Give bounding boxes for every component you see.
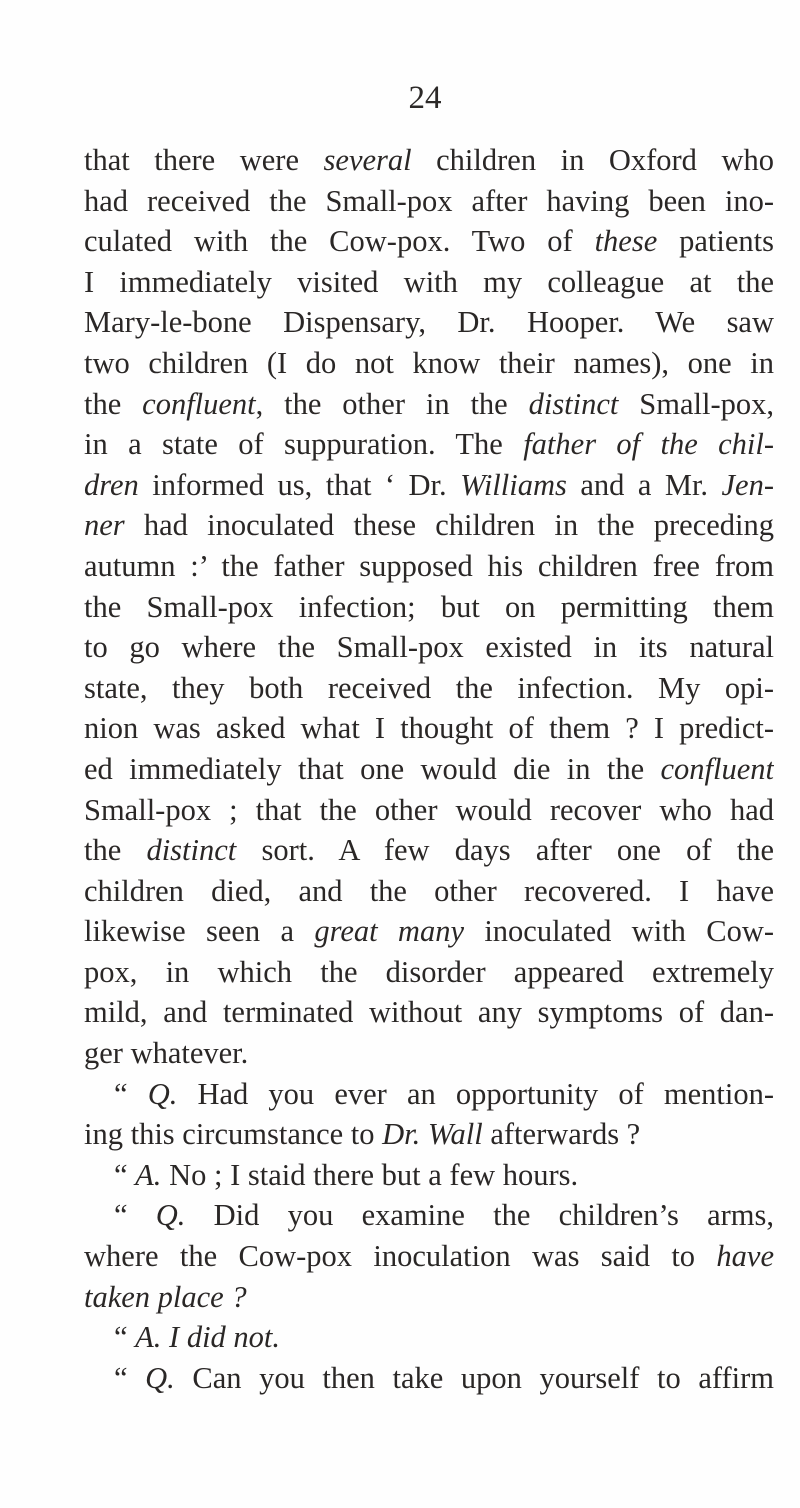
italic-text: have bbox=[716, 1239, 774, 1274]
italic-text: Q. bbox=[155, 1198, 186, 1233]
text-line bbox=[84, 992, 774, 1033]
italic-text: father of the chil- bbox=[523, 427, 774, 462]
italic-text: A. bbox=[135, 1157, 162, 1192]
text-run: “ bbox=[114, 1198, 156, 1233]
text-line bbox=[84, 343, 774, 384]
text-line bbox=[84, 1074, 774, 1115]
text-run: ger whatever. bbox=[84, 1036, 249, 1071]
text-run: the bbox=[84, 386, 143, 421]
text-line bbox=[84, 465, 774, 506]
text-run: informed us, that ‘ Dr. bbox=[138, 467, 461, 502]
body-text bbox=[84, 140, 774, 1398]
text-line bbox=[84, 627, 774, 668]
text-run: culated with the Cow-pox. Two of bbox=[84, 224, 595, 259]
text-line bbox=[84, 140, 774, 181]
text-run: “ bbox=[114, 1320, 136, 1355]
text-run: and a Mr. bbox=[566, 467, 722, 502]
text-run: Did you examine the children’s arms, bbox=[185, 1198, 774, 1233]
text-line bbox=[84, 587, 774, 628]
text-run: children died, and the other recovered. I have bbox=[84, 873, 774, 908]
text-run: Had you ever an opportunity of mention- bbox=[177, 1076, 774, 1111]
italic-text: Williams bbox=[460, 467, 567, 502]
text-run: I immediately visited with my colleague at the bbox=[84, 264, 774, 299]
page-number: 24 bbox=[408, 80, 442, 116]
italic-text: A. I did not. bbox=[135, 1320, 281, 1355]
text-run: afterwards ? bbox=[482, 1117, 641, 1152]
text-run: ed immediately that one would die in the bbox=[84, 751, 661, 786]
text-run: that there were bbox=[84, 143, 324, 177]
italic-text: Dr. Wall bbox=[382, 1117, 483, 1152]
text-run: state, they both received the infection. My opi- bbox=[84, 670, 774, 705]
text-line bbox=[84, 911, 774, 952]
text-line bbox=[84, 749, 774, 790]
text-run: No ; I staid there but a few hours. bbox=[161, 1157, 579, 1192]
text-line bbox=[84, 384, 774, 425]
text-run: children in Oxford who bbox=[411, 143, 774, 177]
text-line bbox=[84, 708, 774, 749]
text-run: autumn :’ the father supposed his children free from bbox=[84, 548, 774, 583]
text-line bbox=[84, 424, 774, 465]
text-run: inoculated with Cow- bbox=[464, 914, 774, 949]
italic-text: several bbox=[323, 143, 412, 177]
text-run: likewise seen a bbox=[84, 914, 315, 949]
italic-text: confluent bbox=[142, 386, 256, 421]
text-run: the Small-pox infection; but on permitting them bbox=[84, 589, 774, 624]
text-run: where the Cow-pox inoculation was said to bbox=[84, 1239, 717, 1274]
text-run: the bbox=[84, 833, 147, 868]
text-run: “ bbox=[114, 1157, 136, 1192]
text-line bbox=[84, 1155, 774, 1196]
text-run: ing this circumstance to bbox=[84, 1117, 383, 1152]
text-run: , the other in the bbox=[255, 386, 529, 421]
text-line bbox=[84, 302, 774, 343]
text-line bbox=[84, 1317, 774, 1358]
text-line bbox=[84, 952, 774, 993]
text-run: had received the Small-pox after having been ino- bbox=[84, 183, 774, 218]
text-line bbox=[84, 1236, 774, 1277]
italic-text: Q. bbox=[147, 1076, 178, 1111]
text-line bbox=[84, 1114, 774, 1155]
text-line bbox=[84, 181, 774, 222]
italic-text: dren bbox=[84, 467, 139, 502]
italic-text: distinct bbox=[146, 833, 237, 868]
text-run: pox, in which the disorder appeared extremely bbox=[84, 954, 774, 989]
text-run: Can you then take upon yourself to affirm bbox=[174, 1360, 774, 1395]
text-run: mild, and terminated without any symptoms of dan- bbox=[84, 995, 774, 1030]
text-run: “ bbox=[114, 1076, 148, 1111]
text-run: patients bbox=[657, 224, 774, 259]
text-run: to go where the Small-pox existed in its natural bbox=[84, 630, 774, 665]
text-run: two children (I do not know their names), one in bbox=[84, 345, 774, 380]
text-line bbox=[84, 546, 774, 587]
text-run: Small-pox ; that the other would recover who had bbox=[84, 792, 774, 827]
text-line bbox=[84, 871, 774, 912]
text-run: sort. A few days after one of the bbox=[236, 833, 774, 868]
text-line bbox=[84, 668, 774, 709]
italic-text: ner bbox=[84, 508, 125, 543]
text-run: “ bbox=[114, 1360, 146, 1395]
text-run: nion was asked what I thought of them ? I predict- bbox=[84, 711, 774, 746]
italic-text: confluent bbox=[660, 751, 774, 786]
italic-text: Jen- bbox=[721, 467, 774, 502]
italic-text: these bbox=[594, 224, 658, 259]
text-line bbox=[84, 1277, 774, 1318]
text-line bbox=[84, 221, 774, 262]
text-line bbox=[84, 262, 774, 303]
text-run: Small-pox, bbox=[618, 386, 774, 421]
text-line bbox=[84, 1358, 774, 1399]
text-line bbox=[84, 1033, 774, 1074]
text-line bbox=[84, 505, 774, 546]
italic-text: taken place ? bbox=[84, 1279, 247, 1314]
italic-text: great many bbox=[314, 914, 464, 949]
italic-text: distinct bbox=[528, 386, 619, 421]
text-line bbox=[84, 1195, 774, 1236]
text-run: in a state of suppuration. The bbox=[84, 427, 524, 462]
text-line bbox=[84, 790, 774, 831]
text-run: Mary-le-bone Dispensary, Dr. Hooper. We saw bbox=[84, 305, 774, 340]
text-run: had inoculated these children in the preceding bbox=[124, 508, 774, 543]
text-line bbox=[84, 830, 774, 871]
italic-text: Q. bbox=[145, 1360, 175, 1395]
